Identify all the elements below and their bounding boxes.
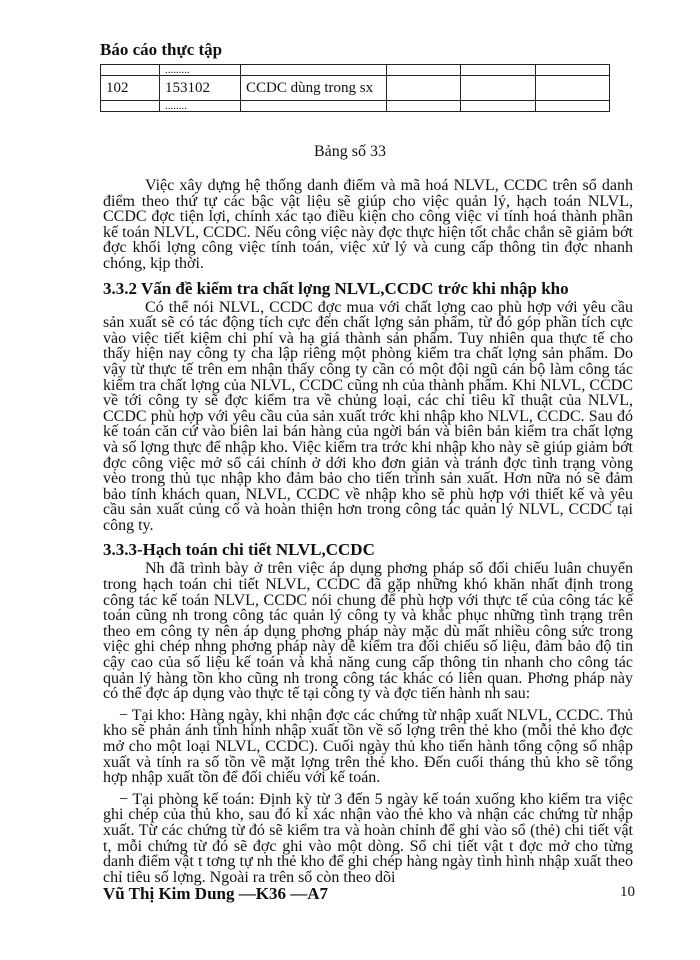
table-caption: Bảng số 33 [314, 143, 386, 160]
section-heading-3-3-3: 3.3.3-Hạch toán chi tiết NLVL,CCDC [103, 540, 375, 560]
body-text [103, 178, 633, 885]
table-cell-account: 153102 [160, 76, 241, 101]
table-cell-description: CCDC dùng trong sx [241, 76, 387, 101]
section-heading-3-3-2: 3.3.2 Vấn đề kiểm tra chất lợng NLVL,CCDC trớc khi nhập kho [103, 278, 569, 298]
page-number: 10 [620, 884, 635, 900]
table-cell-code: 102 [101, 76, 160, 101]
table-dots-bottom: ........ [160, 101, 241, 112]
table-dots-top: ......... [160, 65, 241, 76]
bullet-warehouse: − Tại kho: Hàng ngày, khi nhận đợc các chứng từ nhập xuất NLVL, CCDC. Thủ kho sẽ phản ánh tình hình nhập xuất tồn về số lợng trên thẻ kho (mỗi thẻ kho đợc mở cho một loại NLVL, CCDC). Cuối ngày thủ kho tiến hành tổng cộng số nhập xuất và tính ra số tồn về mặt lợng trên thẻ kho. Đến cuối tháng thủ kho sẽ tổng hợp nhập xuất tồn để đối chiếu với kế toán. [103, 706, 633, 787]
account-table [100, 64, 610, 112]
table-row [101, 65, 610, 76]
table-row [101, 101, 610, 112]
author-footer: Vũ Thị Kim Dung —K36 —A7 [103, 884, 328, 903]
paragraph-coding: Việc xây dựng hệ thống danh điểm và mã hoá NLVL, CCDC trên sổ danh điểm theo thứ tự các bậc vật liệu sẽ giúp cho việc quản lý, hạch toán NLVL, CCDC đợc tiện lợi, chính xác tạo điều kiện cho công việc vi tính hoá thành phần kế toán NLVL, CCDC. Nếu công việc này đợc thực hiện tốt chắc chắn sẽ giảm bớt đợc khối lợng công việc tính toán, việc xử lý và cung cấp thông tin đợc nhanh chóng, kịp thời. [103, 177, 633, 272]
report-header: Báo cáo thực tập [100, 40, 223, 59]
paragraph-detail-accounting: Nh đã trình bày ở trên việc áp dụng phơng pháp sổ đối chiếu luân chuyển trong hạch toán chi tiết NLVL, CCDC đã gặp những khó khăn nhất định trong công tác kế toán NLVL, CCDC nói chung để phù hợp với thực tế của công tác kế toán cũng nh trong công tác quản lý công ty và khắc phục những tình trạng trên theo em công ty nên áp dụng phơng pháp này mặc dù mất nhiều công sức trong việc ghi chép nhng phơng pháp này dễ kiểm tra đối chiếu số liệu, đảm bảo độ tin cậy cao của số liệu kế toán và khả năng cung cấp thông tin nhanh cho công tác quản lý hàng tồn kho cũng nh trong công tác khác có liên quan. Phơng pháp này có thể đợc áp dụng vào thực tế tại công ty và đợc tiến hành nh sau: [103, 560, 633, 703]
table-row [101, 76, 610, 101]
paragraph-quality-check: Có thể nói NLVL, CCDC đợc mua với chất lợng cao phù hợp với yêu cầu sản xuất sẽ có tác động tích cực đến chất lợng sản phẩm, từ đó góp phần tích cực vào việc tiết kiệm chi phí và hạ giá thành sản phẩm. Tuy nhiên qua thực tế cho thấy hiện nay công ty cha lập riêng một phòng kiểm tra chất lợng sản phẩm. Do vậy từ thực tế trên em nhận thấy công ty cần có một đội ngũ cán bộ làm công tác kiểm tra chất lợng của NLVL, CCDC cũng nh của thành phẩm. Khi NLVL, CCDC về tới công ty sẽ đợc kiểm tra về chủng loại, các chỉ tiêu kĩ thuật của NLVL, CCDC phù hợp với yêu cầu của sản xuất trớc khi nhập kho NLVL, CCDC. Sau đó kế toán căn cứ vào biên lai bán hàng của ngời bán và biên bản kiểm tra chất lợng và số lợng thực để nhập kho. Việc kiểm tra trớc khi nhập kho này sẽ giúp giảm bớt đợc công việc mở sổ cái chính ở dới kho đơn giản và tránh đợc tình trạng vòng vèo trong thủ tục nhập kho đảm bảo cho tiến trình sản xuất. Hơn nữa nó sẽ đảm bảo tính khách quan, NLVL, CCDC về nhập kho sẽ phù hợp với thiết kế và yêu cầu sản xuất củng cố và hoàn thiện hơn trong công tác quản lý NLVL, CCDC tại công ty. [103, 298, 633, 534]
bullet-accounting-room: − Tại phòng kế toán: Định kỳ từ 3 đến 5 ngày kế toán xuống kho kiểm tra việc ghi chép của thủ kho, sau đó kí xác nhận vào thẻ kho và nhận các chứng từ nhập xuất. Từ các chứng từ đó sẽ kiểm tra và hoàn chỉnh để ghi vào sổ (thẻ) chi tiết vật t, mỗi chứng từ đó sẽ đợc ghi vào một dòng. Sổ chi tiết vật t đợc mở cho từng danh điểm vật t tơng tự nh thẻ kho để ghi chép hàng ngày tình hình nhập xuất theo chỉ tiêu số lợng. Ngoài ra trên sổ còn theo dõi [103, 790, 633, 886]
